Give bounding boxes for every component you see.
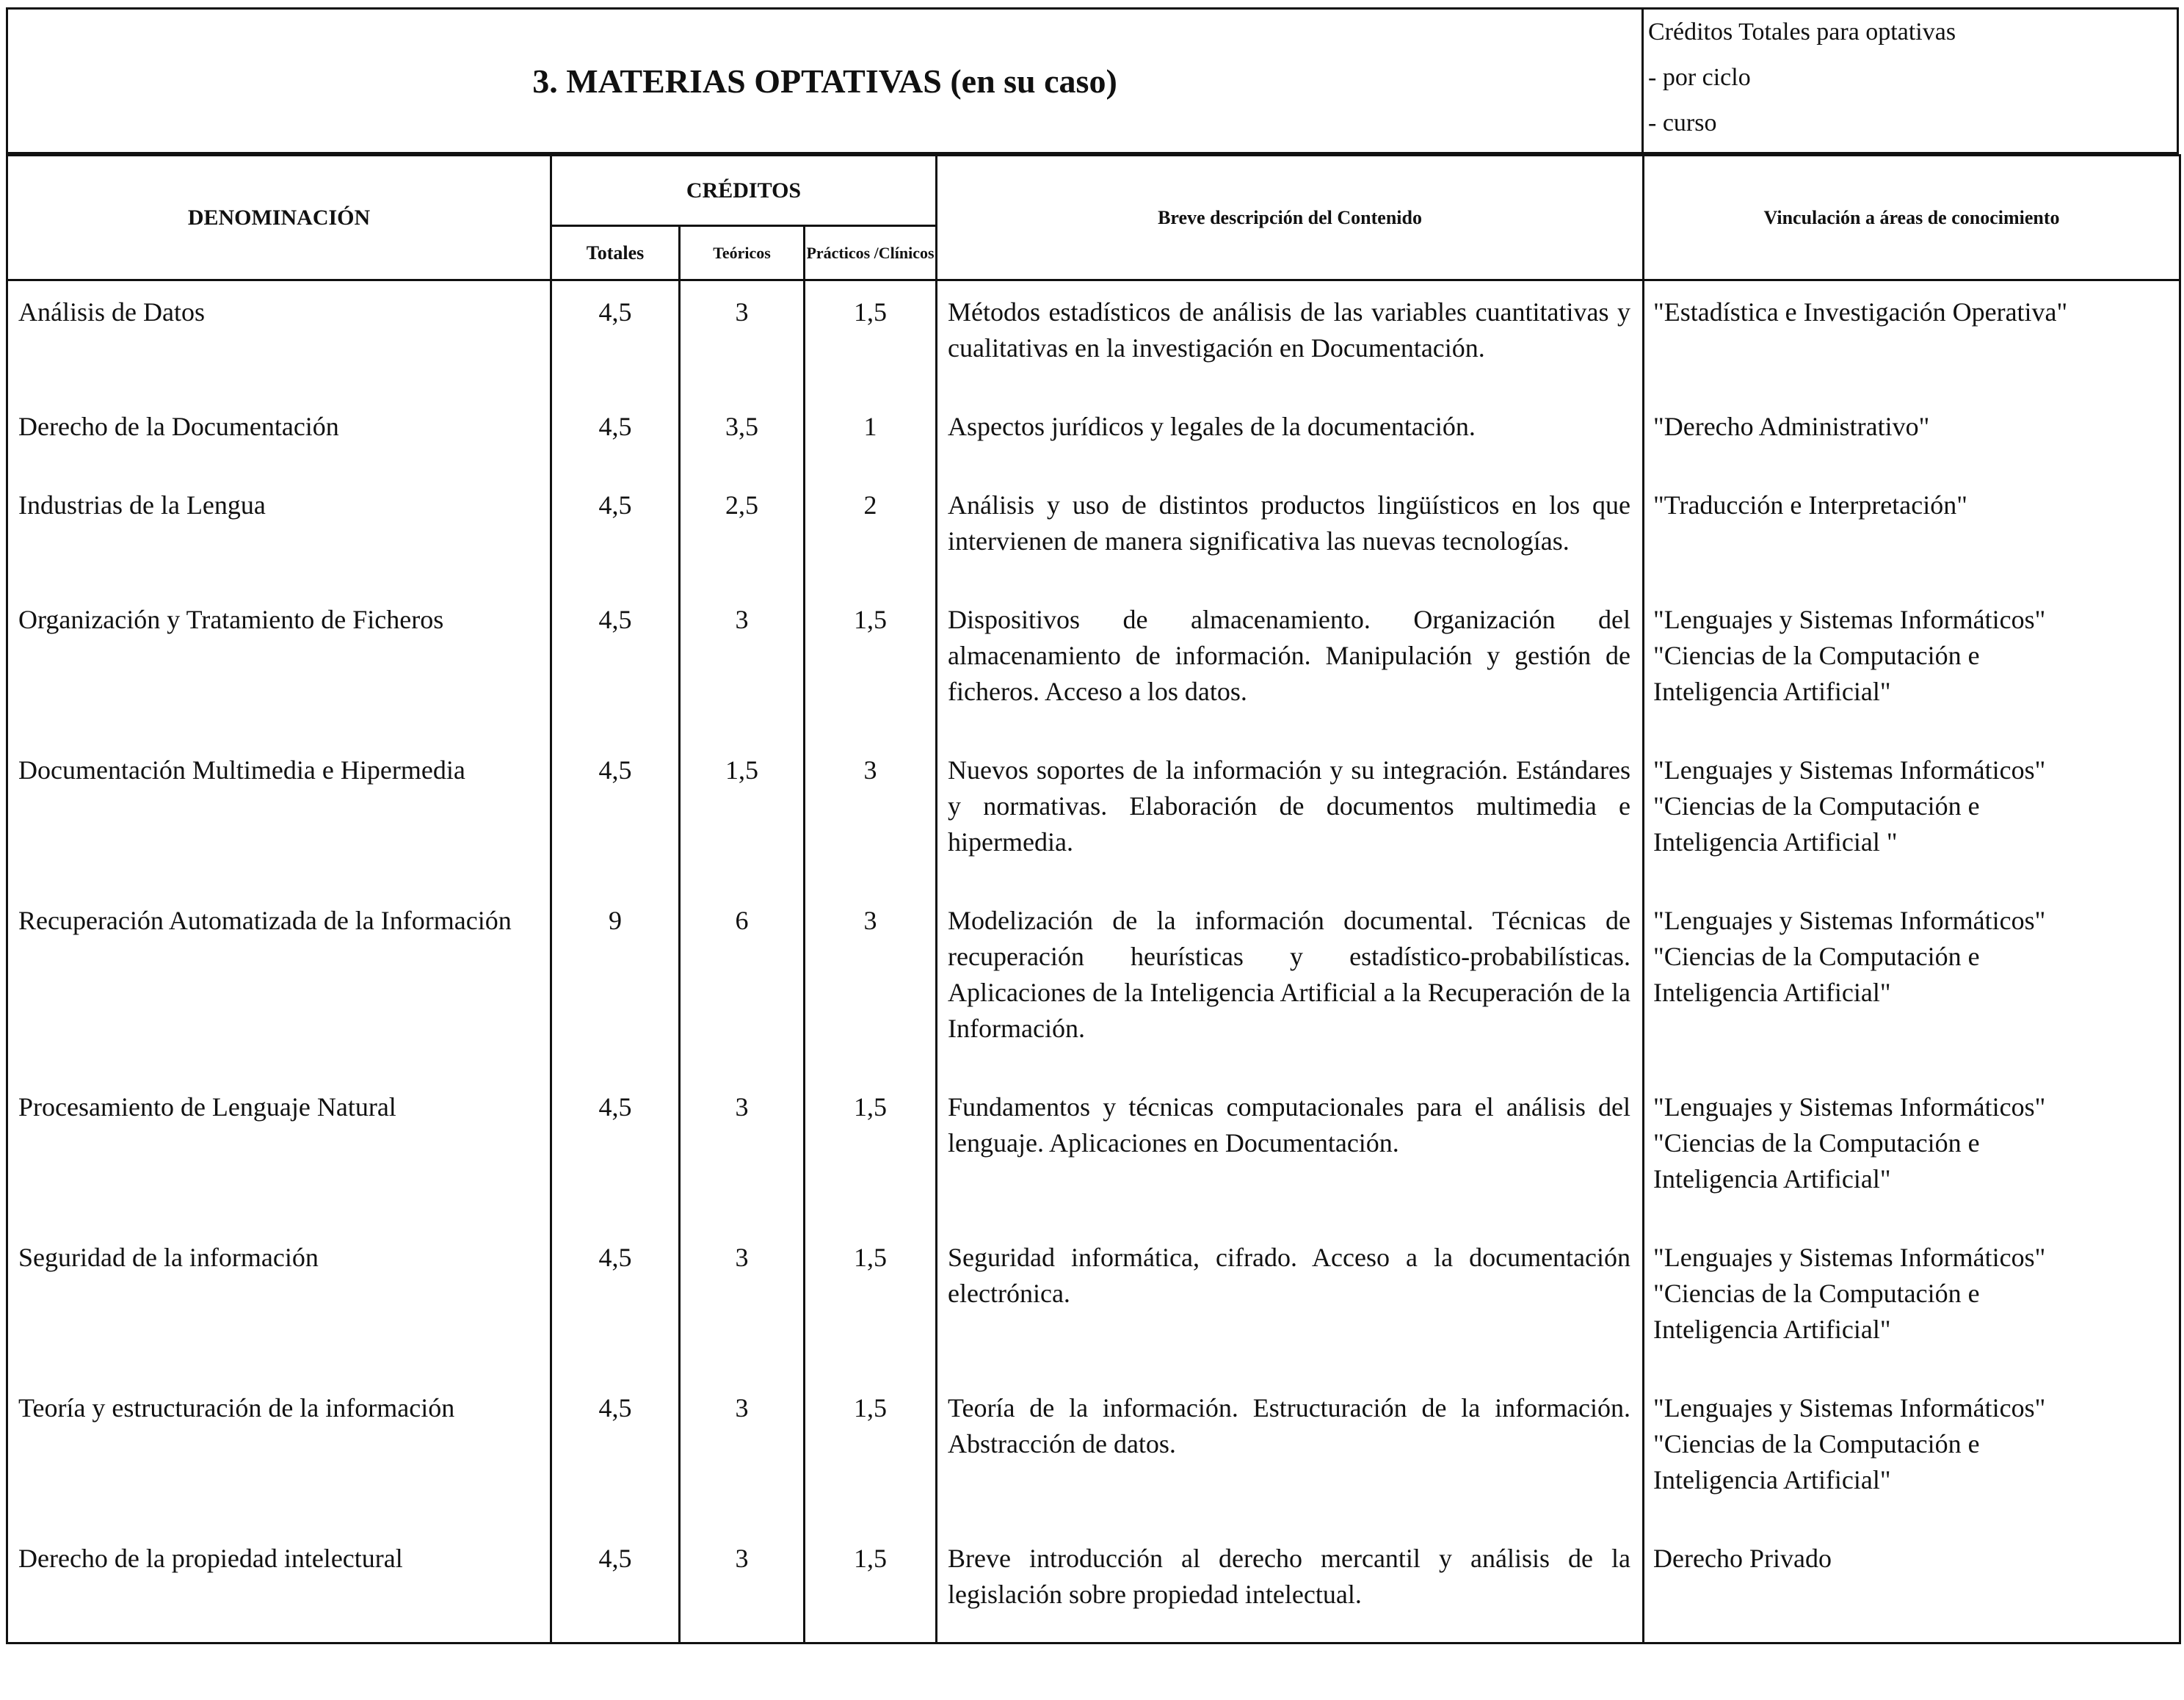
credits-practicos: 3 xyxy=(805,739,937,890)
subject-name: Análisis de Datos xyxy=(7,280,551,396)
credits-totales: 4,5 xyxy=(551,1528,680,1643)
optional-subjects-table xyxy=(6,154,2181,1644)
credits-practicos: 2 xyxy=(805,474,937,589)
table-row xyxy=(7,1377,2180,1528)
knowledge-area-line: "Derecho Administrativo" xyxy=(1653,412,1930,441)
knowledge-area-line: "Lenguajes y Sistemas Informáticos" xyxy=(1653,1092,2046,1122)
knowledge-area-line: "Estadística e Investigación Operativa" xyxy=(1653,297,2068,327)
credits-teoricos: 3 xyxy=(680,1076,805,1227)
subject-name: Seguridad de la información xyxy=(7,1227,551,1377)
credits-info-line: - por ciclo xyxy=(1648,64,1751,91)
knowledge-area-line: Inteligencia Artificial" xyxy=(1653,1465,1891,1494)
knowledge-area-line: "Traducción e Interpretación" xyxy=(1653,490,1967,520)
table-row xyxy=(7,890,2180,1076)
credits-teoricos: 3,5 xyxy=(680,396,805,474)
knowledge-area-line: "Lenguajes y Sistemas Informáticos" xyxy=(1653,1243,2046,1272)
credits-practicos: 1,5 xyxy=(805,1076,937,1227)
subject-name: Documentación Multimedia e Hipermedia xyxy=(7,739,551,890)
knowledge-area-line: "Ciencias de la Computación e xyxy=(1653,1279,1980,1308)
credits-teoricos: 3 xyxy=(680,1528,805,1643)
subject-description: Teoría de la información. Estructuración de la información. Abstracción de datos. xyxy=(937,1377,1644,1528)
table-row xyxy=(7,396,2180,474)
credits-teoricos: 2,5 xyxy=(680,474,805,589)
credits-practicos: 1,5 xyxy=(805,1377,937,1528)
knowledge-areas xyxy=(1644,1076,2180,1227)
subject-description: Seguridad informática, cifrado. Acceso a la documentación electrónica. xyxy=(937,1227,1644,1377)
knowledge-area-line: "Lenguajes y Sistemas Informáticos" xyxy=(1653,906,2046,935)
knowledge-area-line: "Lenguajes y Sistemas Informáticos" xyxy=(1653,1393,2046,1423)
credits-teoricos: 6 xyxy=(680,890,805,1076)
knowledge-area-line: "Ciencias de la Computación e xyxy=(1653,791,1980,821)
col-header-denominacion: DENOMINACIÓN xyxy=(7,156,551,280)
knowledge-areas xyxy=(1644,396,2180,474)
knowledge-areas xyxy=(1644,890,2180,1076)
credits-practicos: 1,5 xyxy=(805,280,937,396)
knowledge-area-line: Derecho Privado xyxy=(1653,1544,1832,1573)
knowledge-area-line: Inteligencia Artificial " xyxy=(1653,827,1898,857)
table-row xyxy=(7,589,2180,739)
col-header-totales: Totales xyxy=(551,226,680,280)
header-divider xyxy=(1641,10,1644,152)
credits-totales: 4,5 xyxy=(551,1227,680,1377)
table-row xyxy=(7,280,2180,396)
knowledge-area-line: Inteligencia Artificial" xyxy=(1653,1164,1891,1194)
col-header-vinculacion: Vinculación a áreas de conocimiento xyxy=(1644,156,2180,280)
credits-totales: 4,5 xyxy=(551,739,680,890)
credits-totales: 4,5 xyxy=(551,1377,680,1528)
col-header-descripcion: Breve descripción del Contenido xyxy=(937,156,1644,280)
credits-practicos: 1,5 xyxy=(805,1227,937,1377)
subject-description: Aspectos jurídicos y legales de la documentación. xyxy=(937,396,1644,474)
table-row xyxy=(7,739,2180,890)
section-header-box xyxy=(6,7,2179,154)
subject-description: Modelización de la información documental. Técnicas de recuperación heurísticas y estadístico-probabilísticas. Aplicaciones de la Inteligencia Artificial a la Recuperación de la Información. xyxy=(937,890,1644,1076)
credits-practicos: 3 xyxy=(805,890,937,1076)
knowledge-area-line: "Ciencias de la Computación e xyxy=(1653,641,1980,670)
subject-name: Procesamiento de Lenguaje Natural xyxy=(7,1076,551,1227)
subject-name: Industrias de la Lengua xyxy=(7,474,551,589)
knowledge-area-line: "Lenguajes y Sistemas Informáticos" xyxy=(1653,605,2046,634)
knowledge-areas xyxy=(1644,1227,2180,1377)
credits-info xyxy=(1648,10,1956,146)
subject-name: Teoría y estructuración de la información xyxy=(7,1377,551,1528)
section-title: 3. MATERIAS OPTATIVAS (en su caso) xyxy=(532,62,1117,100)
subject-description: Análisis y uso de distintos productos lingüísticos en los que intervienen de manera significativa las nuevas tecnologías. xyxy=(937,474,1644,589)
subject-name: Organización y Tratamiento de Ficheros xyxy=(7,589,551,739)
knowledge-areas xyxy=(1644,474,2180,589)
subject-description: Métodos estadísticos de análisis de las variables cuantitativas y cualitativas en la investigación en Documentación. xyxy=(937,280,1644,396)
subject-description: Nuevos soportes de la información y su integración. Estándares y normativas. Elaboración de documentos multimedia e hipermedia. xyxy=(937,739,1644,890)
subject-description: Dispositivos de almacenamiento. Organización del almacenamiento de información. Manipulación y gestión de ficheros. Acceso a los datos. xyxy=(937,589,1644,739)
knowledge-areas xyxy=(1644,739,2180,890)
knowledge-area-line: "Ciencias de la Computación e xyxy=(1653,1128,1980,1158)
table-row xyxy=(7,1076,2180,1227)
knowledge-area-line: "Ciencias de la Computación e xyxy=(1653,942,1980,971)
col-header-practicos: Prácticos /Clínicos xyxy=(805,226,937,280)
knowledge-area-line: Inteligencia Artificial" xyxy=(1653,978,1891,1007)
table-row xyxy=(7,1528,2180,1643)
knowledge-area-line: Inteligencia Artificial" xyxy=(1653,677,1891,706)
credits-totales: 4,5 xyxy=(551,474,680,589)
subject-description: Breve introducción al derecho mercantil y análisis de la legislación sobre propiedad intelectual. xyxy=(937,1528,1644,1643)
credits-practicos: 1 xyxy=(805,396,937,474)
knowledge-areas xyxy=(1644,1528,2180,1643)
subject-name: Derecho de la Documentación xyxy=(7,396,551,474)
knowledge-area-line: Inteligencia Artificial" xyxy=(1653,1315,1891,1344)
credits-teoricos: 1,5 xyxy=(680,739,805,890)
subject-name: Derecho de la propiedad intelectural xyxy=(7,1528,551,1643)
subject-name: Recuperación Automatizada de la Información xyxy=(7,890,551,1076)
credits-teoricos: 3 xyxy=(680,589,805,739)
table-row xyxy=(7,1227,2180,1377)
credits-teoricos: 3 xyxy=(680,280,805,396)
credits-teoricos: 3 xyxy=(680,1377,805,1528)
col-header-teoricos: Teóricos xyxy=(680,226,805,280)
table-body xyxy=(7,280,2180,1643)
credits-totales: 4,5 xyxy=(551,280,680,396)
col-header-creditos: CRÉDITOS xyxy=(551,156,937,226)
knowledge-areas xyxy=(1644,280,2180,396)
knowledge-area-line: "Lenguajes y Sistemas Informáticos" xyxy=(1653,755,2046,785)
credits-totales: 4,5 xyxy=(551,589,680,739)
credits-totales: 9 xyxy=(551,890,680,1076)
knowledge-areas xyxy=(1644,589,2180,739)
subject-description: Fundamentos y técnicas computacionales para el análisis del lenguaje. Aplicaciones en Documentación. xyxy=(937,1076,1644,1227)
credits-totales: 4,5 xyxy=(551,1076,680,1227)
table-row xyxy=(7,474,2180,589)
credits-practicos: 1,5 xyxy=(805,1528,937,1643)
credits-info-line: - curso xyxy=(1648,109,1717,137)
credits-totales: 4,5 xyxy=(551,396,680,474)
credits-practicos: 1,5 xyxy=(805,589,937,739)
knowledge-areas xyxy=(1644,1377,2180,1528)
credits-info-line: Créditos Totales para optativas xyxy=(1648,18,1956,46)
knowledge-area-line: "Ciencias de la Computación e xyxy=(1653,1429,1980,1459)
credits-teoricos: 3 xyxy=(680,1227,805,1377)
